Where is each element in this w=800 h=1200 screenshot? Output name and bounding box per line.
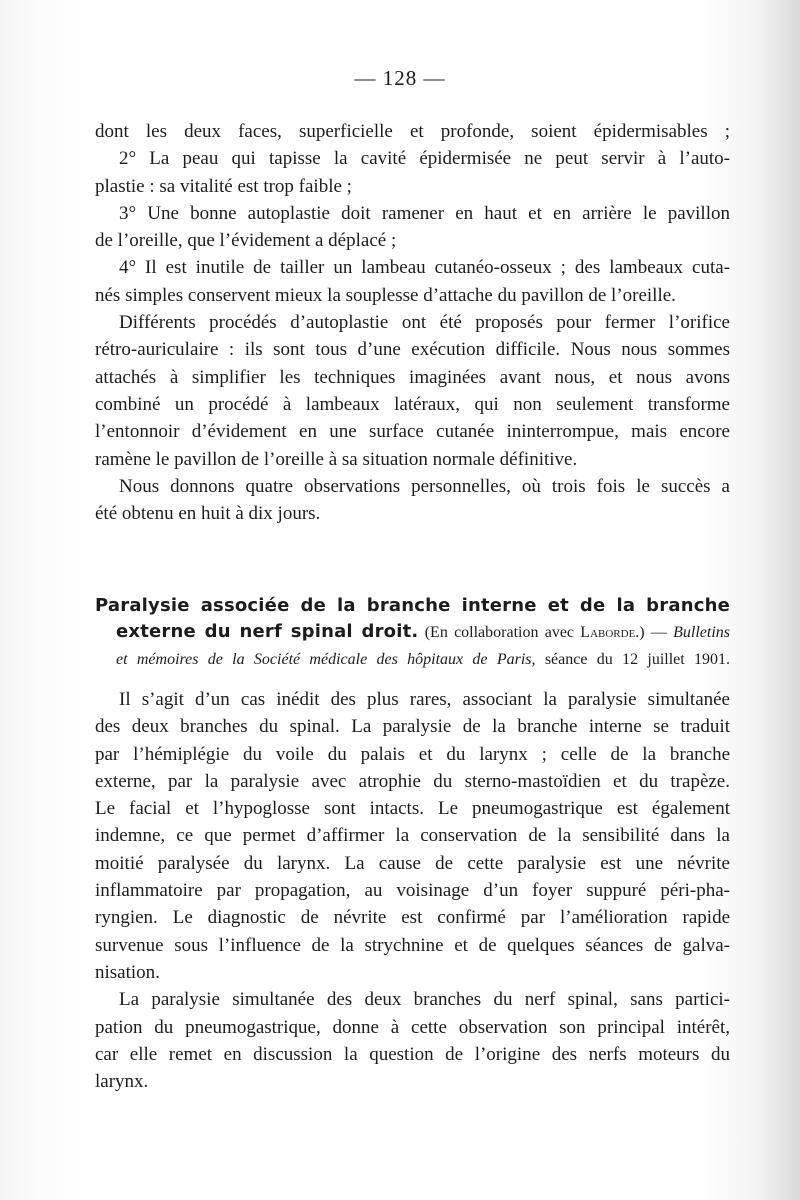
session-date: séance du 12 juillet 1901. [535, 651, 731, 668]
text-line: Différents procédés d’autoplastie ont été proposés pour fermer l’orifice [119, 312, 730, 334]
text-line: Le facial et l’hypoglosse sont intacts. Le pneumogastrique est également [95, 798, 730, 820]
text-line: 3° Une bonne autoplastie doit ramener en haut et en arrière le pavillon [119, 202, 730, 224]
text-line: ryngien. Le diagnostic de névrite est confirmé par l’amélioration rapide [95, 907, 730, 929]
text-line: pation du pneumogastrique, donne à cette observation son principal intérêt, [95, 1016, 730, 1038]
text-line: indemne, ce que permet d’affirmer la conservation de la sensibilité dans la [95, 825, 730, 847]
article-body [95, 686, 730, 1095]
text-line: dont les deux faces, superficielle et profonde, soient épidermisables ; [95, 121, 730, 142]
intro-text [95, 118, 730, 527]
journal-title-cont: et mémoires de la Société médicale des hôpitaux de Paris, [116, 651, 536, 668]
page-number: — 128 — [354, 66, 446, 90]
text-line: survenue sous l’influence de la strychnine et de quelques séances de galva- [95, 934, 730, 956]
text-line: inflammatoire par propagation, au voisinage d’un foyer suppuré péri-pha- [95, 880, 730, 902]
text-line: plastie : sa vitalité est trop faible ; [95, 175, 352, 197]
journal-title: Bulletins [673, 624, 731, 641]
text-line: l’entonnoir d’évidement en une surface cutanée ininterrompue, mais encore [95, 421, 730, 443]
text-line: La paralysie simultanée des deux branches du nerf spinal, sans partici- [119, 989, 730, 1011]
text-line: moitié paralysée du larynx. La cause de cette paralysie est une névrite [95, 852, 730, 874]
text-line: Il s’agit d’un cas inédit des plus rares, associant la paralysie simultanée [119, 689, 730, 710]
article-heading [95, 593, 730, 673]
text-line: été obtenu en huit à dix jours. [95, 503, 321, 525]
text-line: car elle remet en discussion la question de l’origine des nerfs moteurs du [95, 1043, 730, 1065]
text-line: attachés à simplifier les techniques imaginées avant nous, et nous avons [95, 366, 730, 388]
heading-citation-line [95, 646, 730, 673]
text-line: de l’oreille, que l’évidement a déplacé ; [95, 230, 397, 252]
heading-title: Paralysie associée de la branche interne et de la branche [95, 595, 730, 616]
text-line: larynx. [95, 1071, 149, 1093]
text-line: combiné un procédé à lambeaux latéraux, qui non seulement transforme [95, 393, 730, 415]
heading-title-line [95, 593, 730, 619]
text-line: 4° Il est inutile de tailler un lambeau cutanéo-osseux ; des lambeaux cuta- [119, 257, 730, 279]
heading-title-line [95, 619, 730, 646]
text-line: nisation. [95, 961, 160, 983]
text-line: des deux branches du spinal. La paralysie de la branche interne se traduit [95, 716, 730, 738]
text-line: Nous donnons quatre observations personnelles, où trois fois le succès a [119, 475, 730, 497]
text-line: nés simples conservent mieux la souplesse d’attache du pavillon de l’oreille. [95, 284, 676, 306]
text-line: rétro-auriculaire : ils sont tous d’une exécution difficile. Nous nous sommes [95, 339, 730, 361]
heading-title-cont: externe du nerf spinal droit. [116, 621, 419, 642]
text-line: 2° La peau qui tapisse la cavité épidermisée ne peut servir à l’auto- [119, 148, 730, 170]
text-line: ramène le pavillon de l’oreille à sa situation normale définitive. [95, 448, 578, 470]
collaboration-note: (En collaboration avec [418, 624, 581, 641]
text-line: par l’hémiplégie du voile du palais et du larynx ; celle de la branche [95, 743, 730, 765]
collaborator-name: Laborde [580, 624, 636, 641]
collaboration-note-end: .) — [635, 624, 674, 641]
text-line: externe, par la paralysie avec atrophie du sterno-mastoïdien et du trapèze. [95, 770, 730, 792]
